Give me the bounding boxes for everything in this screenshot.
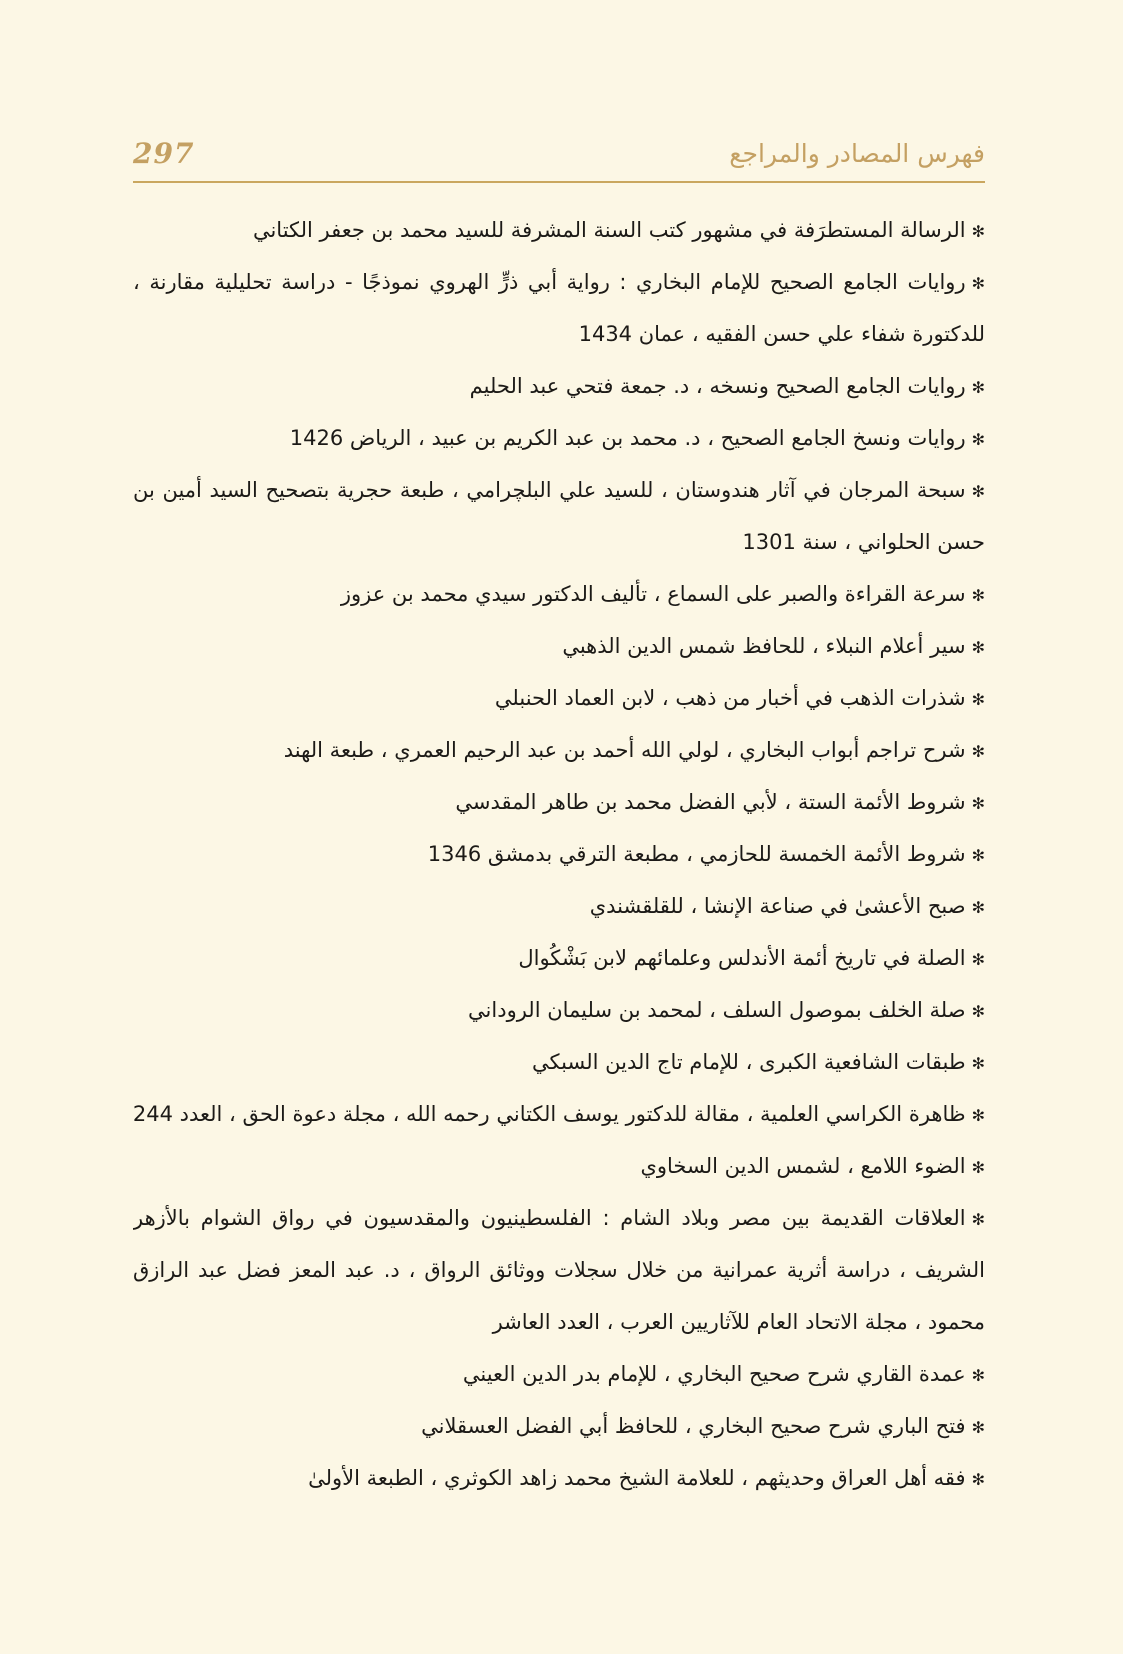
asterisk-bullet-icon: ✻: [971, 1106, 985, 1125]
asterisk-bullet-icon: ✻: [971, 1366, 985, 1385]
bibliography-entry: [133, 724, 985, 776]
running-title: فهرس المصادر والمراجع: [729, 139, 985, 168]
bibliography-entry: [133, 568, 985, 620]
asterisk-bullet-icon: ✻: [971, 638, 985, 657]
entry-text: شروط الأئمة الستة ، لأبي الفضل محمد بن طاهر المقدسي: [455, 790, 966, 814]
entry-text: صلة الخلف بموصول السلف ، لمحمد بن سليمان الروداني: [468, 998, 966, 1022]
asterisk-bullet-icon: ✻: [971, 950, 985, 969]
entry-text: شذرات الذهب في أخبار من ذهب ، لابن العماد الحنبلي: [494, 686, 966, 710]
bibliography-entry: [133, 828, 985, 880]
entry-text: فتح الباري شرح صحيح البخاري ، للحافظ أبي الفضل العسقلاني: [421, 1414, 966, 1438]
entry-text: روايات ونسخ الجامع الصحيح ، د. محمد بن عبد الكريم بن عبيد ، الرياض 1426: [289, 426, 966, 450]
bibliography-entry: [133, 1036, 985, 1088]
bibliography-entry: [133, 1400, 985, 1452]
asterisk-bullet-icon: ✻: [971, 742, 985, 761]
bibliography-entry: [133, 1348, 985, 1400]
entry-text: للدكتورة شفاء علي حسن الفقيه ، عمان 1434: [578, 322, 985, 346]
entry-text: روايات الجامع الصحيح للإمام البخاري : رواية أبي ذرٍّ الهروي نموذجًا - دراسة تحليلية مقارنة ،: [133, 270, 966, 294]
bibliography-entry: [133, 620, 985, 672]
asterisk-bullet-icon: ✻: [971, 222, 985, 241]
bibliography-entry-continuation: [133, 1296, 985, 1348]
bibliography-entry: [133, 1192, 985, 1244]
bibliography-entry: [133, 880, 985, 932]
bibliography-entry: [133, 932, 985, 984]
asterisk-bullet-icon: ✻: [971, 794, 985, 813]
bibliography-entry: [133, 204, 985, 256]
asterisk-bullet-icon: ✻: [971, 378, 985, 397]
entry-text: شروط الأئمة الخمسة للحازمي ، مطبعة الترقي بدمشق 1346: [427, 842, 966, 866]
bibliography-entry: [133, 1088, 985, 1140]
asterisk-bullet-icon: ✻: [971, 690, 985, 709]
entry-text: الشريف ، دراسة أثرية عمرانية من خلال سجلات ووثائق الرواق ، د. عبد المعز فضل عبد الرازق: [133, 1258, 985, 1282]
entry-text: الصلة في تاريخ أئمة الأندلس وعلمائهم لابن بَشْكُوال: [518, 946, 966, 970]
page-number: 297: [133, 137, 195, 170]
entry-text: الرسالة المستطرَفة في مشهور كتب السنة المشرفة للسيد محمد بن جعفر الكتاني: [252, 218, 966, 242]
bibliography-entry: [133, 256, 985, 308]
asterisk-bullet-icon: ✻: [971, 1002, 985, 1021]
entry-text: روايات الجامع الصحيح ونسخه ، د. جمعة فتحي عبد الحليم: [469, 374, 966, 398]
bibliography-entry-continuation: [133, 516, 985, 568]
entry-text: ظاهرة الكراسي العلمية ، مقالة للدكتور يوسف الكتاني رحمه الله ، مجلة دعوة الحق ، العدد 244: [133, 1102, 966, 1126]
bibliography-entry: [133, 1452, 985, 1504]
entry-text: حسن الحلواني ، سنة 1301: [742, 530, 985, 554]
entry-text: سرعة القراءة والصبر على السماع ، تأليف الدكتور سيدي محمد بن عزوز: [340, 582, 966, 606]
entry-text: عمدة القاري شرح صحيح البخاري ، للإمام بدر الدين العيني: [462, 1362, 966, 1386]
bibliography-entry-continuation: [133, 1244, 985, 1296]
entry-text: صبح الأعشىٰ في صناعة الإنشا ، للقلقشندي: [589, 894, 966, 918]
bibliography-entry: [133, 672, 985, 724]
bibliography-list: [133, 204, 985, 1504]
entry-text: سير أعلام النبلاء ، للحافظ شمس الدين الذهبي: [562, 634, 966, 658]
asterisk-bullet-icon: ✻: [971, 1158, 985, 1177]
bibliography-entry: [133, 464, 985, 516]
asterisk-bullet-icon: ✻: [971, 1418, 985, 1437]
asterisk-bullet-icon: ✻: [971, 586, 985, 605]
entry-text: سبحة المرجان في آثار هندوستان ، للسيد علي البلچرامي ، طبعة حجرية بتصحيح السيد أمين بن: [133, 478, 966, 502]
asterisk-bullet-icon: ✻: [971, 898, 985, 917]
asterisk-bullet-icon: ✻: [971, 274, 985, 293]
bibliography-entry: [133, 776, 985, 828]
asterisk-bullet-icon: ✻: [971, 482, 985, 501]
asterisk-bullet-icon: ✻: [971, 430, 985, 449]
asterisk-bullet-icon: ✻: [971, 846, 985, 865]
page-header: [133, 133, 985, 183]
entry-text: العلاقات القديمة بين مصر وبلاد الشام : الفلسطينيون والمقدسيون في رواق الشوام بالأزهر: [133, 1206, 966, 1230]
entry-text: شرح تراجم أبواب البخاري ، لولي الله أحمد بن عبد الرحيم العمري ، طبعة الهند: [283, 738, 966, 762]
bibliography-entry: [133, 412, 985, 464]
entry-text: طبقات الشافعية الكبرى ، للإمام تاج الدين السبكي: [532, 1050, 966, 1074]
entry-text: فقه أهل العراق وحديثهم ، للعلامة الشيخ محمد زاهد الكوثري ، الطبعة الأولىٰ: [308, 1466, 966, 1490]
entry-text: محمود ، مجلة الاتحاد العام للآثاريين العرب ، العدد العاشر: [492, 1310, 985, 1334]
bibliography-entry: [133, 984, 985, 1036]
asterisk-bullet-icon: ✻: [971, 1210, 985, 1229]
bibliography-entry: [133, 360, 985, 412]
bibliography-entry: [133, 1140, 985, 1192]
asterisk-bullet-icon: ✻: [971, 1054, 985, 1073]
entry-text: الضوء اللامع ، لشمس الدين السخاوي: [640, 1154, 966, 1178]
bibliography-entry-continuation: [133, 308, 985, 360]
asterisk-bullet-icon: ✻: [971, 1470, 985, 1489]
